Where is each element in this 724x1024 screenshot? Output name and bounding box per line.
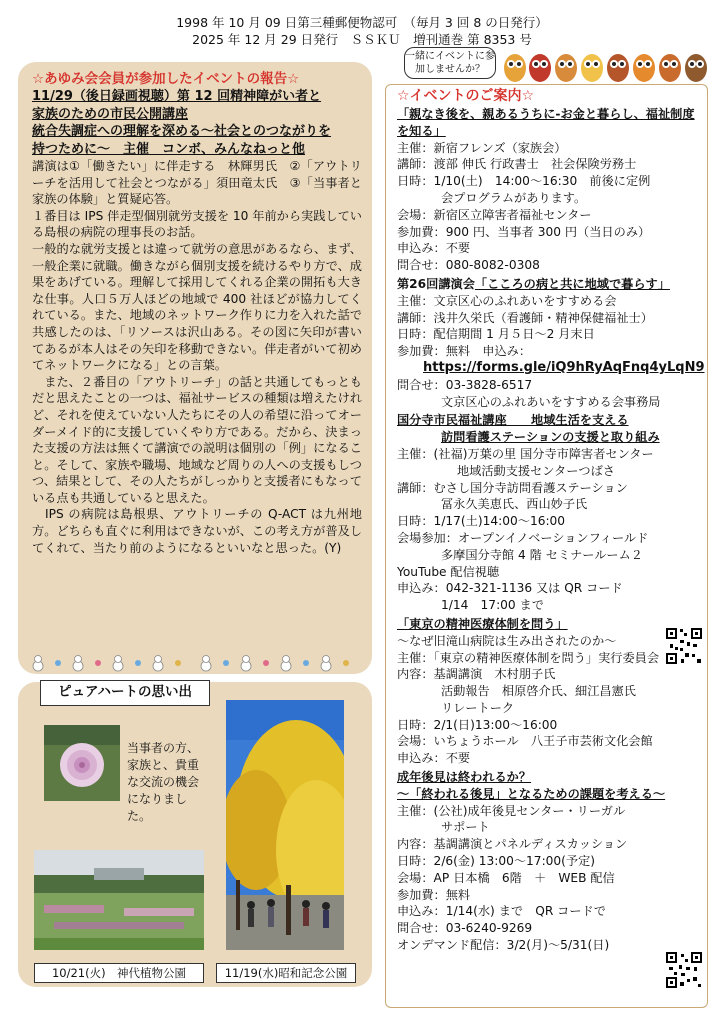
event-title-main: 「こころの病と共に地域で暮らす」 (474, 276, 670, 291)
snowflake-icon (223, 660, 229, 666)
rose-photo (44, 725, 120, 801)
owl-icon (555, 54, 577, 82)
event-date: 日時：1/10(土) 14:00～16:30 前後に定例 (397, 174, 651, 189)
snowflake-icon (55, 660, 61, 666)
event-host-sub: 地域活動支援センターつばさ (457, 463, 615, 478)
qr-code-icon[interactable] (664, 950, 704, 990)
event-host-sub: サポート (441, 820, 490, 835)
event-host: 主催：(社福)万葉の里 国分寺市障害者センター (397, 446, 654, 461)
speech-bubble: 一緒にイベントに参加しませんか？ (404, 47, 496, 79)
report-subtitle-line: 持つために～ 主催 コンボ、みんなねっと他 (32, 141, 306, 157)
event-date: 日時：配信期間 1 月５日～2 月末日 (397, 327, 595, 342)
snowflake-icon (95, 660, 101, 666)
event-title: 訪問看護ステーションの支援と取り組み (441, 430, 660, 445)
masthead-line-1: 1998 年 10 月 09 日第三種郵便物認可 （毎月 3 回 8 の日発行） (176, 15, 548, 30)
event-title-prefix: 第26回講演会 (397, 276, 475, 291)
owl-icon (581, 54, 603, 82)
event-content: 内容：基調講演 木村朋子氏 (397, 667, 556, 682)
photo-caption: 10/21(火) 神代植物公園 (34, 963, 204, 983)
event-date: 日時：2/1(日)13:00～16:00 (397, 717, 558, 732)
snowman-icon (321, 656, 331, 672)
memories-text: 当事者の方、家族と、貴重な交流の機会になりました。 (127, 741, 200, 823)
event-url-link[interactable]: https://forms.gle/iQ9hRyAqFnq4yLqN9 (423, 359, 705, 375)
event-fee: 参加費：無料 (397, 887, 471, 902)
snowman-icon (113, 656, 123, 672)
report-paragraph: また、２番目の「アウトリーチ」の話と共通してもっともだと思えたことの一つは、福祉サービスの種類は増えたけれど、それを使えていない人たちにその人の希望に沿ってオーダーメイド的に支援していくやり方である。だから、決まった支援の方法は無くて講演での説明は個別の「例」になること。そして、家族や職場、地域など周りの人への支援もしつつ、結果として、その人たちがしっかりと支援者にもなっている点も共通していると思えた。 (32, 374, 362, 505)
event-lecturer: 講師：渡部 伸氏 行政書士 社会保険労務士 (397, 157, 637, 172)
event-apply: 申込み：不要 (397, 751, 471, 766)
report-body (32, 158, 362, 556)
qr-code-icon[interactable] (664, 626, 704, 666)
snowman-decoration-row (28, 654, 358, 672)
event-contact: 問合せ：03-3828-6517 (397, 377, 533, 392)
event-title: 成年後見は終われるか？ (397, 770, 532, 785)
report-subtitle-line: 統合失調症への理解を深める～社会とのつながりを (32, 124, 332, 139)
owl-icon (685, 54, 707, 82)
event-content-relay: リレートーク (441, 700, 515, 715)
owl-icon (504, 54, 526, 82)
event-venue-sub: 多摩国分寺館 4 階 セミナールーム２ (441, 547, 643, 562)
event-ondemand: オンデマンド配信：3/2(月)～5/31(日) (397, 938, 610, 953)
snowflake-icon (263, 660, 269, 666)
report-paragraph: 講演は①「働きたい」に伴走する 林輝男氏 ②「アウトリーチを活用して社会とつながる」須田竜太氏 ③「当事者と家族の体験」と質疑応答。 (32, 159, 362, 207)
event-apply-deadline: 1/14 17:00 まで (441, 598, 544, 613)
masthead-line-2: 2025 年 12 月 29 日発行 ＳＳＫＵ 増刊通巻 第 8353 号 (192, 32, 532, 47)
snowman-icon (241, 656, 251, 672)
snowflake-icon (303, 660, 309, 666)
event-apply: 申込み：042-321-1136 又は QR コード (397, 581, 623, 596)
photo-caption: 11/19(水)昭和記念公園 (216, 963, 356, 983)
masthead (0, 14, 724, 48)
event-title: ～「終われる後見」となるための課題を考える～ (397, 786, 666, 801)
snowflake-icon (175, 660, 181, 666)
event-fee: 参加費：無料 申込み： (397, 344, 532, 359)
owl-icon (659, 54, 681, 82)
event-host: 主催：「東京の精神医療体制を問う」実行委員会 (397, 650, 660, 665)
event-venue: 会場参加：オープンイノベーションフィールド (397, 530, 649, 545)
event-contact: 問合せ：080-8082-0308 (397, 258, 540, 273)
memories-title: ピュアハートの思い出 (40, 680, 210, 706)
event-host: 主催：(公社)成年後見センター・リーガル (397, 803, 626, 818)
event-contact: 問合せ：03-6240-9269 (397, 921, 533, 936)
owl-illustration-row (500, 50, 720, 84)
event-venue: 会場：いちょうホール 八王子市芸術文化会館 (397, 734, 653, 749)
event-content: 内容：基調講演とパネルディスカッション (397, 837, 628, 852)
event-contact-org: 文京区心のふれあいをすすめる会事務局 (441, 394, 661, 409)
ginkgo-photo (226, 700, 344, 950)
event-fee: 参加費：900 円、当事者 300 円（当日のみ） (397, 224, 651, 239)
event-title (397, 276, 702, 293)
event-venue: 会場：AP 日本橋 6階 ＋ WEB 配信 (397, 870, 615, 885)
event-apply: 申込み：1/14(水) まで QR コードで (397, 904, 606, 919)
event-lecturer-names: 冨永久美恵氏、西山妙子氏 (441, 497, 588, 512)
owl-icon (633, 54, 655, 82)
snowman-icon (201, 656, 211, 672)
snowman-icon (33, 656, 43, 672)
owl-icon (607, 54, 629, 82)
event-title: 国分寺市民福祉講座 地域生活を支える (397, 413, 629, 428)
snowman-icon (281, 656, 291, 672)
garden-photo (34, 850, 204, 950)
event-title: 「東京の精神医療体制を問う」 (397, 616, 568, 631)
event-host: 主催：文京区心のふれあいをすすめる会 (397, 293, 617, 308)
event-subtitle: ～なぜ旧滝山病院は生み出されたのか～ (397, 633, 617, 648)
snowman-icon (153, 656, 163, 672)
event-host: 主催：新宿フレンズ（家族会） (397, 140, 567, 155)
event-venue: 会場：新宿区立障害者福祉センター (397, 207, 592, 222)
event-lecturer: 講師：浅井久栄氏（看護師・精神保健福祉士） (397, 310, 653, 325)
event-apply: 申込み：不要 (397, 241, 471, 256)
event-youtube: YouTube 配信視聴 (397, 564, 500, 579)
event-report-panel (18, 62, 372, 674)
report-paragraph: １番目は IPS 伴走型個別就労支援を 10 年前から実践している島根の病院の理事長のお話。 (32, 208, 362, 240)
snowman-icon (73, 656, 83, 672)
events-list (397, 86, 705, 954)
snowflake-icon (135, 660, 141, 666)
event-title: 「親なき後を、親あるうちに-お金と暮らし、福祉制度を知る」 (397, 107, 695, 138)
event-date: 日時：2/6(金) 13:00～17:00(予定) (397, 854, 596, 869)
event-date: 日時：1/17(土)14:00～16:00 (397, 514, 566, 529)
event-date-note: 会プログラムがあります。 (441, 190, 587, 205)
event-lecturer: 講師：むさし国分寺訪問看護ステーション (397, 480, 628, 495)
report-subtitle-line: 家族のための市民公開講座 (32, 106, 189, 122)
events-title: ☆イベントのご案内☆ (397, 88, 535, 104)
owl-icon (529, 54, 551, 82)
event-content-report: 活動報告 相原啓介氏、細江昌憲氏 (441, 684, 636, 699)
report-paragraph: 一般的な就労支援とは違って就労の意思があるなら、まず、一般企業に就職。働きながら個別支援を続けるやり方で、成果をあげている。理解して採用してくれる企業の開拓も大きな仕事。人口５万人ほどの地域で 400 社ほどが協力してくれている。また、地域のネットワーク作りに力を入れた話で共感したのは、「リソースは沢山ある。その図に矢印が書いてあるが本人はその矢印を移動できない。伴走者がいて初めてネットワークになる」との言葉。 (32, 241, 362, 373)
report-paragraph: IPS の病院は島根県、アウトリーチの Q-ACT は九州地方。どちらも直ぐに利用はできないが、この考え方が普及してくれて、当たり前のようになるといいなと思った。(Y) (32, 507, 362, 555)
report-title: ☆あゆみ会会員が参加したイベントの報告☆ (32, 71, 300, 87)
snowflake-icon (343, 660, 349, 666)
report-subtitle-line: 11/29（後日録画視聴）第 12 回精神障がい者と (32, 89, 322, 104)
